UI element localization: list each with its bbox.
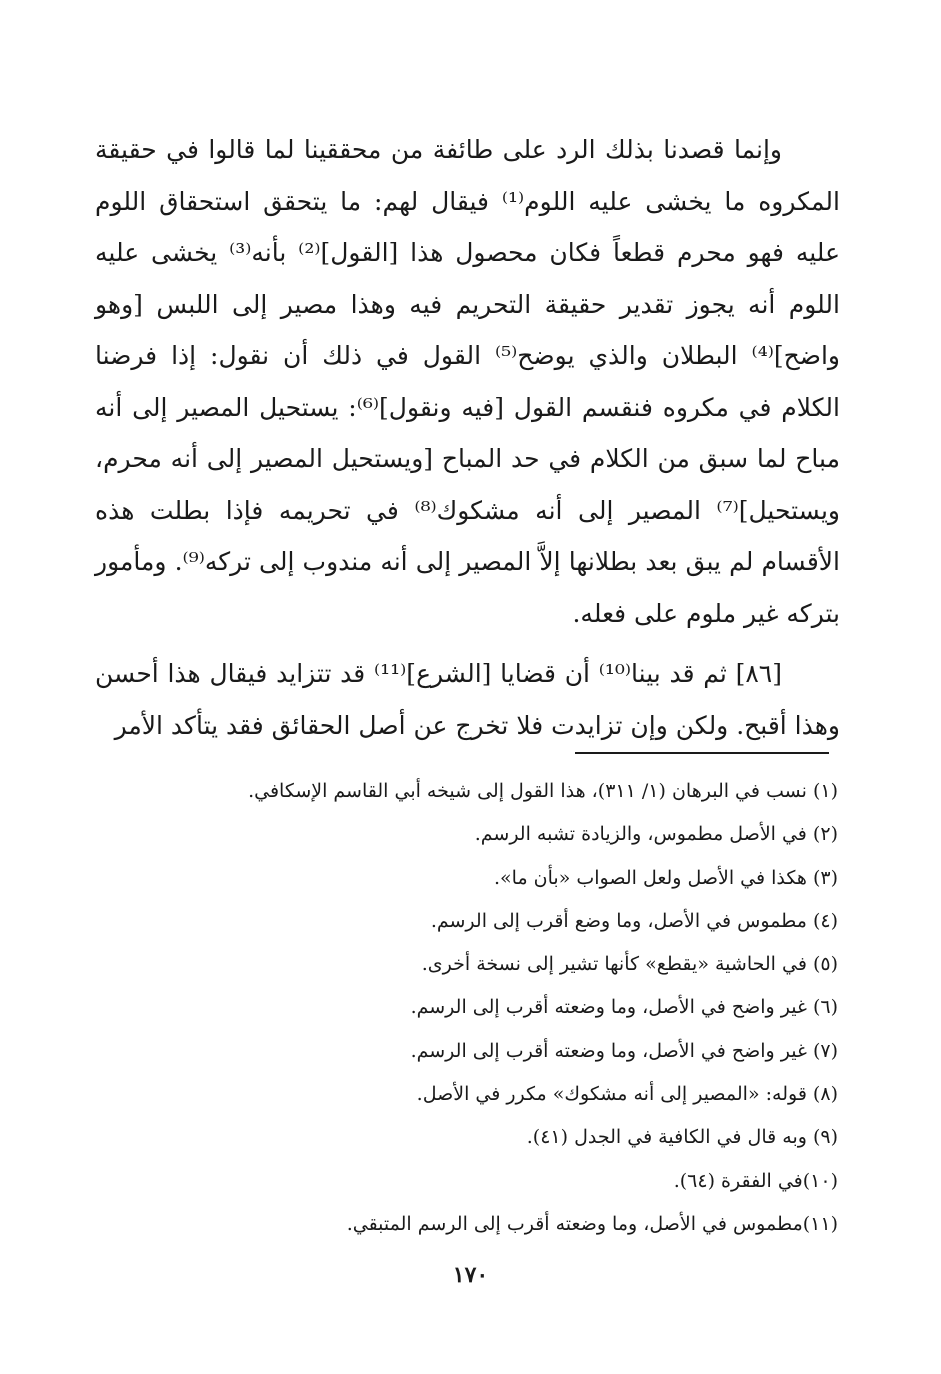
footnote-9: (٩) وبه قال في الكافية في الجدل (٤١).	[526, 1126, 838, 1149]
footnotes	[120, 770, 838, 1246]
main-text	[95, 124, 840, 751]
footnote-11: (١١)مطموس في الأصل، وما وضعته أقرب إلى الرسم المتبقي.	[346, 1212, 838, 1235]
footnote-1: (١) نسب في البرهان (١/ ٣١١)، هذا القول إلى شيخه أبي القاسم الإسكافي.	[248, 780, 838, 802]
footnote-6: (٦) غير واضح في الأصل، وما وضعته أقرب إلى الرسم.	[410, 996, 838, 1019]
footnote-8: (٨) قوله: «المصير إلى أنه مشكوك» مكرر في الأصل.	[416, 1083, 838, 1106]
footnote-10: (١٠)في الفقرة (٦٤).	[673, 1169, 838, 1192]
footnote-4: (٤) مطموس في الأصل، وما وضع أقرب إلى الرسم.	[430, 909, 838, 932]
footnote-separator	[575, 752, 829, 754]
footnote-7: (٧) غير واضح في الأصل، وما وضعته أقرب إلى الرسم.	[410, 1039, 838, 1062]
footnote-5: (٥) في الحاشية «يقطع» كأنها تشير إلى نسخة أخرى.	[421, 953, 838, 976]
paragraph-2-section-86: [٨٦] ثم قد بينا⁽¹⁰⁾ أن قضايا [الشرع]⁽¹¹⁾ قد تتزايد فيقال هذا أحسن وهذا أقبح. ولكن وإن تزايدت فلا تخرج عن أصل الحقائق فقد يتأكد الأمر	[95, 659, 840, 740]
paragraph-1: وإنما قصدنا بذلك الرد على طائفة من محققينا لما قالوا في حقيقة المكروه ما يخشى عليه اللوم⁽¹⁾ فيقال لهم: ما يتحقق استحقاق اللوم عليه فهو محرم قطعاً فكان محصول هذا [القول]⁽²⁾ بأنه⁽³⁾ يخشى عليه اللوم أنه يجوز تقدير حقيقة التحريم فيه وهذا مصير إلى اللبس [وهو واضح]⁽⁴⁾ البطلان والذي يوضح⁽⁵⁾ القول في ذلك أن نقول: إذا فرضنا الكلام في مكروه فنقسم القول [فيه ونقول]⁽⁶⁾: يستحيل المصير إلى أنه مباح لما سبق من الكلام في حد المباح [ويستحيل المصير إلى أنه محرم، ويستحيل]⁽⁷⁾ المصير إلى أنه مشكوك⁽⁸⁾ في تحريمه فإذا بطلت هذه الأقسام لم يبق بعد بطلانها إلاَّ المصير إلى أنه مندوب إلى تركه⁽⁹⁾. ومأمور بتركه غير ملوم على فعله.	[95, 135, 840, 628]
footnote-2: (٢) في الأصل مطموس، والزيادة تشبه الرسم.	[474, 823, 838, 846]
page-number: ١٧٠	[452, 1262, 489, 1288]
footnote-3: (٣) هكذا في الأصل ولعل الصواب «بأن ما».	[494, 866, 838, 889]
